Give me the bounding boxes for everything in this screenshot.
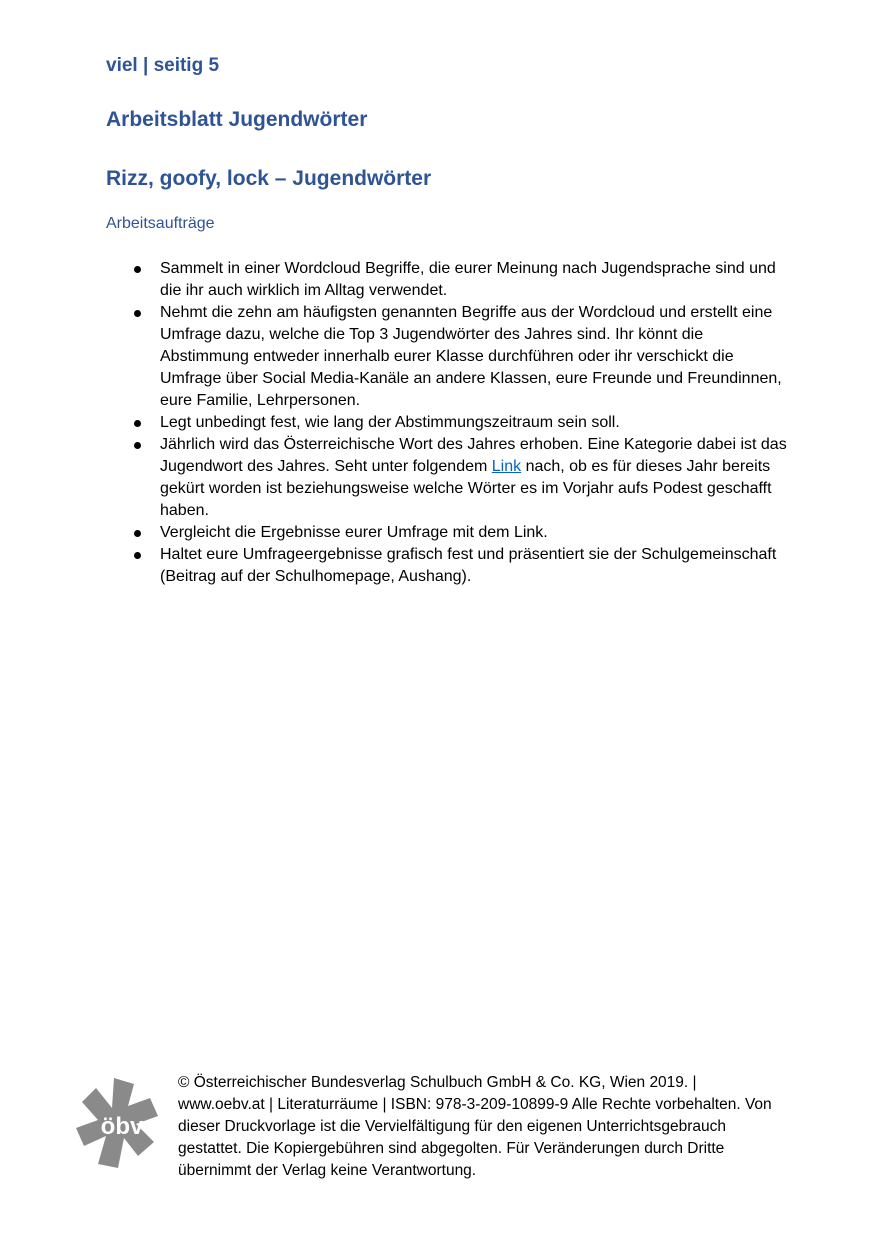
task-item [130,302,790,412]
section-heading: Arbeitsaufträge [106,215,215,232]
task-text: Vergleicht die Ergebnisse eurer Umfrage mit dem Link. [160,524,548,541]
word-of-year-link[interactable]: Link [491,458,522,475]
task-list [130,258,790,588]
bullet-icon [134,442,141,449]
footer [76,1072,776,1192]
task-item [130,412,790,434]
task-text-before-link: Jährlich wird das Österreichische Wort des Jahres erhoben. Eine Kategorie dabei ist das Jugendwort des Jahres. Seht unter folgendem [160,436,787,475]
task-item [130,434,790,522]
page-header-tag: viel | seitig 5 [106,55,220,76]
svg-text:öbv: öbv [100,1113,144,1140]
task-text: Haltet eure Umfrageergebnisse grafisch fest und präsentiert sie der Schulgemeinschaft (Beitrag auf der Schulhomepage, Aushang). [160,546,777,585]
task-text: Legt unbedingt fest, wie lang der Abstimmungszeitraum sein soll. [160,414,620,431]
page-subtitle: Rizz, goofy, lock – Jugendwörter [106,167,432,190]
bullet-icon [134,530,141,537]
publisher-logo-icon [76,1076,168,1172]
task-text: Nehmt die zehn am häufigsten genannten Begriffe aus der Wordcloud und erstellt eine Umfrage dazu, welche die Top 3 Jugendwörter des Jahres sind. Ihr könnt die Abstimmung entweder innerhalb eurer Klasse durchführen oder ihr verschickt die Umfrage über Social Media-Kanäle an andere Klassen, eure Freunde und Freundinnen, eure Familie, Lehrpersonen. [160,304,782,409]
task-item [130,544,790,588]
task-text: Sammelt in einer Wordcloud Begriffe, die eurer Meinung nach Jugendsprache sind und die ihr auch wirklich im Alltag verwendet. [160,260,776,299]
copyright-text: © Österreichischer Bundesverlag Schulbuch GmbH & Co. KG, Wien 2019. | www.oebv.at | Literaturräume | ISBN: 978-3-209-10899-9 Alle Rechte vorbehalten. Von dieser Druckvorlage ist die Vervielfältigung für den eigenen Unterrichtsgebrauch gestattet. Die Kopiergebühren sind abgegolten. Für Veränderungen durch Dritte übernimmt der Verlag keine Verantwortung. [178,1074,772,1179]
bullet-icon [134,420,141,427]
task-text-after-link: nach, ob es für dieses Jahr bereits gekürt worden ist beziehungsweise welche Wörter es im Vorjahr aufs Podest geschafft haben. [160,458,772,519]
task-item [130,522,790,544]
bullet-icon [134,552,141,559]
bullet-icon [134,310,141,317]
page-title: Arbeitsblatt Jugendwörter [106,108,368,131]
bullet-icon [134,266,141,273]
task-item [130,258,790,302]
